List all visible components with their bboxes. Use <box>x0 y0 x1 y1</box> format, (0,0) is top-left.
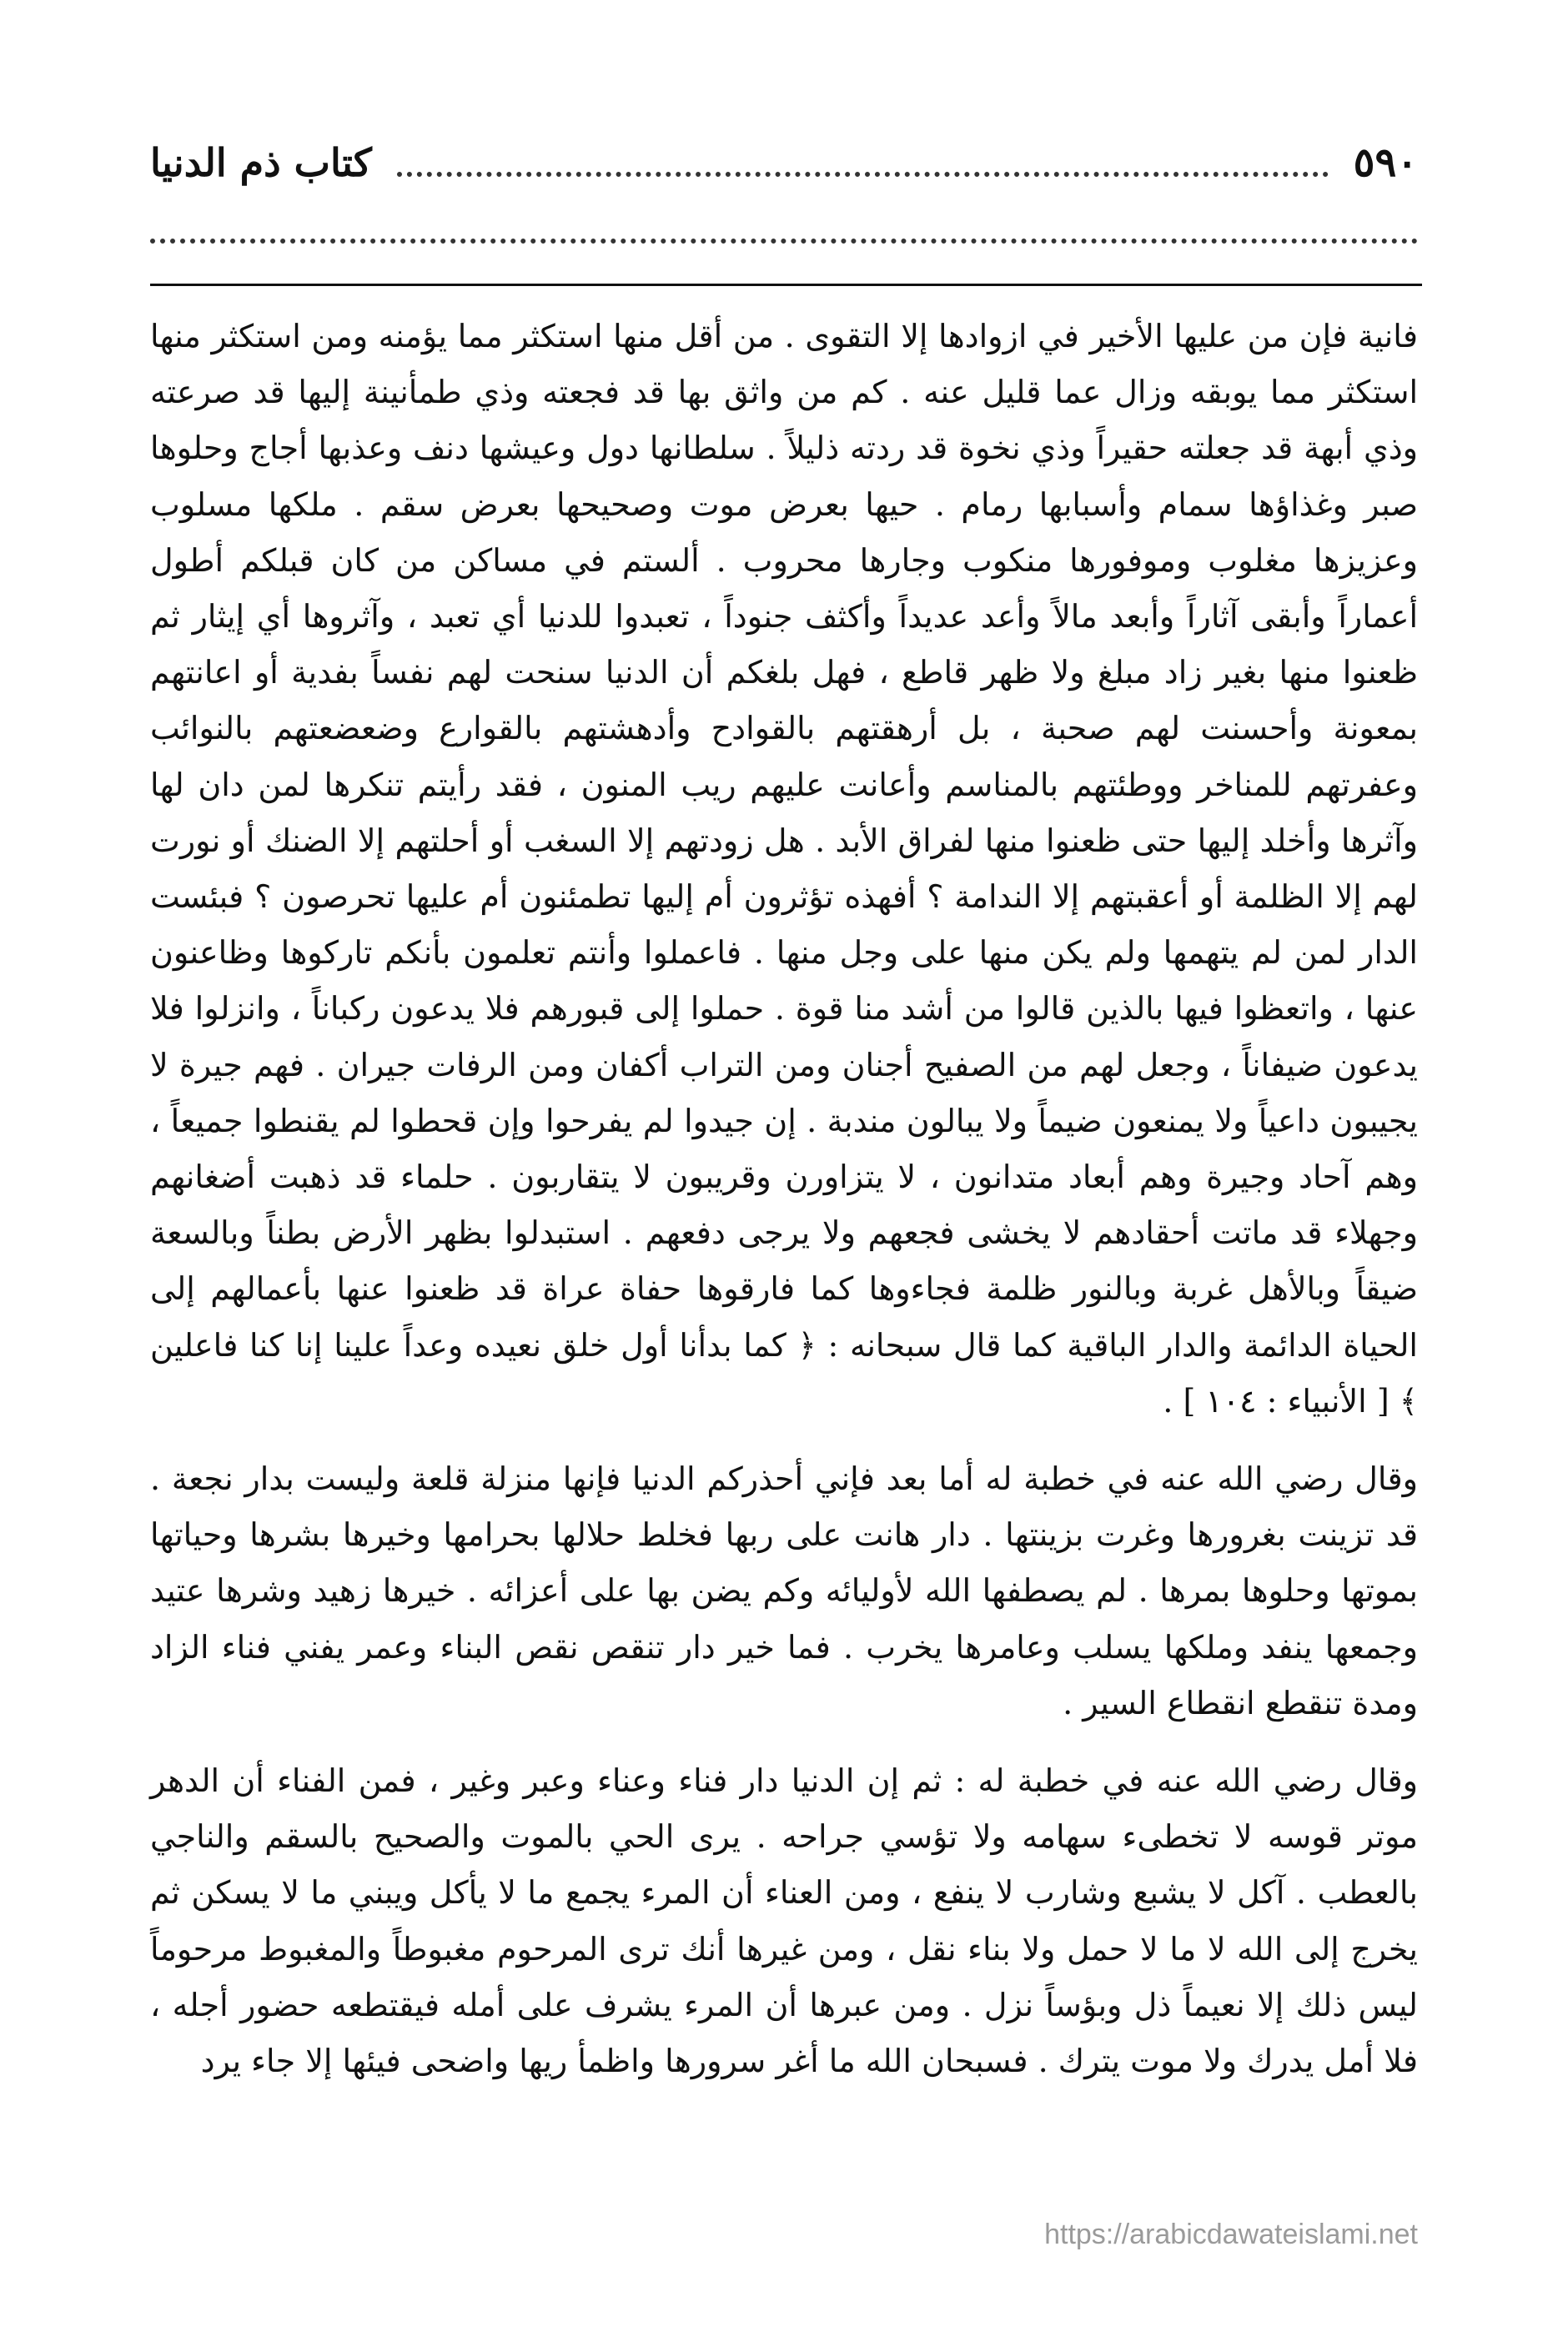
page-number: ٥٩٠ <box>1353 139 1418 186</box>
paragraph-2: وقال رضي الله عنه في خطبة له أما بعد فإني أحذركم الدنيا فإنها منزلة قلعة وليست بدار نجعة . قد تزينت بغرورها وغرت بزينتها . دار هانت على ربها فخلط حلالها بحرامها وخيرها بشرها وحياتها بموتها وحلوها بمرها . لم يصطفها الله لأوليائه وكم يضن بها على أعزائه . خيرها زهيد وشرها عتيد وجمعها ينفد وملكها يسلب وعامرها يخرب . فما خير دار تنقص نقص البناء وعمر يفني فناء الزاد ومدة تنقطع انقطاع السير . <box>150 1460 1418 1721</box>
watermark-url: https://arabicdawateislami.net <box>1044 2219 1418 2250</box>
page-header <box>150 125 1418 200</box>
header-dotted-leader <box>397 172 1329 177</box>
running-title: كتاب ذم الدنيا <box>150 140 372 185</box>
header-dotted-line <box>150 239 1418 244</box>
paragraph-3: وقال رضي الله عنه في خطبة له : ثم إن الدنيا دار فناء وعناء وعبر وغير ، فمن الفناء أن الدهر موتر قوسه لا تخطىء سهامه ولا تؤسي جراحه . يرى الحي بالموت والصحيح بالسقم والناجي بالعطب . آكل لا يشبع وشارب لا ينفع ، ومن العناء أن المرء يجمع ما لا يأكل ويبني ما لا يسكن ثم يخرج إلى الله لا ما لا حمل ولا بناء نقل ، ومن غيرها أنك ترى المرحوم مغبوطاً والمغبوط مرحوماً ليس ذلك إلا نعيماً ذل وبؤساً نزل . ومن عبرها أن المرء يشرف على أمله فيقتطعه حضور أجله ، فلا أمل يدرك ولا موت يترك . فسبحان الله ما أغر سرورها واظمأ ريها واضحى فيئها إلا جاء يرد <box>150 1762 1418 2080</box>
paragraph-1: فانية فإن من عليها الأخير في ازوادها إلا التقوى . من أقل منها استكثر مما يؤمنه ومن استكثر منها استكثر مما يوبقه وزال عما قليل عنه . كم من واثق بها قد فجعته وذي طمأنينة إليها قد صرعته وذي أبهة قد جعلته حقيراً وذي نخوة قد ردته ذليلاً . سلطانها دول وعيشها دنف وعذبها أجاج وحلوها صبر وغذاؤها سمام وأسبابها رمام . حيها بعرض موت وصحيحها بعرض سقم . ملكها مسلوب وعزيزها مغلوب وموفورها منكوب وجارها محروب . ألستم في مساكن من كان قبلكم أطول أعماراً وأبقى آثاراً وأبعد مالاً وأعد عديداً وأكثف جنوداً ، تعبدوا للدنيا أي تعبد ، وآثروها أي إيثار ثم ظعنوا منها بغير زاد مبلغ ولا ظهر قاطع ، فهل بلغكم أن الدنيا سنحت لهم نفساً بفدية أو اعانتهم بمعونة وأحسنت لهم صحبة ، بل أرهقتهم بالقوادح وأدهشتهم بالقوارع وضعضعتهم بالنوائب وعفرتهم للمناخر ووطئتهم بالمناسم وأعانت عليهم ريب المنون ، فقد رأيتم تنكرها لمن دان لها وآثرها وأخلد إليها حتى ظعنوا منها لفراق الأبد . هل زودتهم إلا السغب أو أحلتهم إلا الضنك أو نورت لهم إلا الظلمة أو أعقبتهم إلا الندامة ؟ أفهذه تؤثرون أم إليها تطمئنون أم عليها تحرصون ؟ فبئست الدار لمن لم يتهمها ولم يكن منها على وجل منها . فاعملوا وأنتم تعلمون بأنكم تاركوها وظاعنون عنها ، واتعظوا فيها بالذين قالوا من أشد منا قوة . حملوا إلى قبورهم فلا يدعون ركباناً ، وانزلوا فلا يدعون ضيفاناً ، وجعل لهم من الصفيح أجنان ومن التراب أكفان ومن الرفات جيران . فهم جيرة لا يجيبون داعياً ولا يمنعون ضيماً ولا يبالون مندبة . إن جيدوا لم يفرحوا وإن قحطوا لم يقنطوا جميعاً ، وهم آحاد وجيرة وهم أبعاد متدانون ، لا يتزاورن وقريبون لا يتقاربون . حلماء قد ذهبت أضغانهم وجهلاء قد ماتت أحقادهم لا يخشى فجعهم ولا يرجى دفعهم . استبدلوا بظهر الأرض بطناً وبالسعة ضيقاً وبالأهل غربة وبالنور ظلمة فجاءوها كما فارقوها حفاة عراة قد ظعنوا عنها بأعمالهم إلى الحياة الدائمة والدار الباقية كما قال سبحانه : ﴿ كما بدأنا أول خلق نعيده وعداً علينا إنا كنا فاعلين ﴾ [ الأنبياء : ١٠٤ ] . <box>150 318 1418 1420</box>
body-text <box>150 309 1418 2111</box>
header-rule <box>150 284 1422 286</box>
